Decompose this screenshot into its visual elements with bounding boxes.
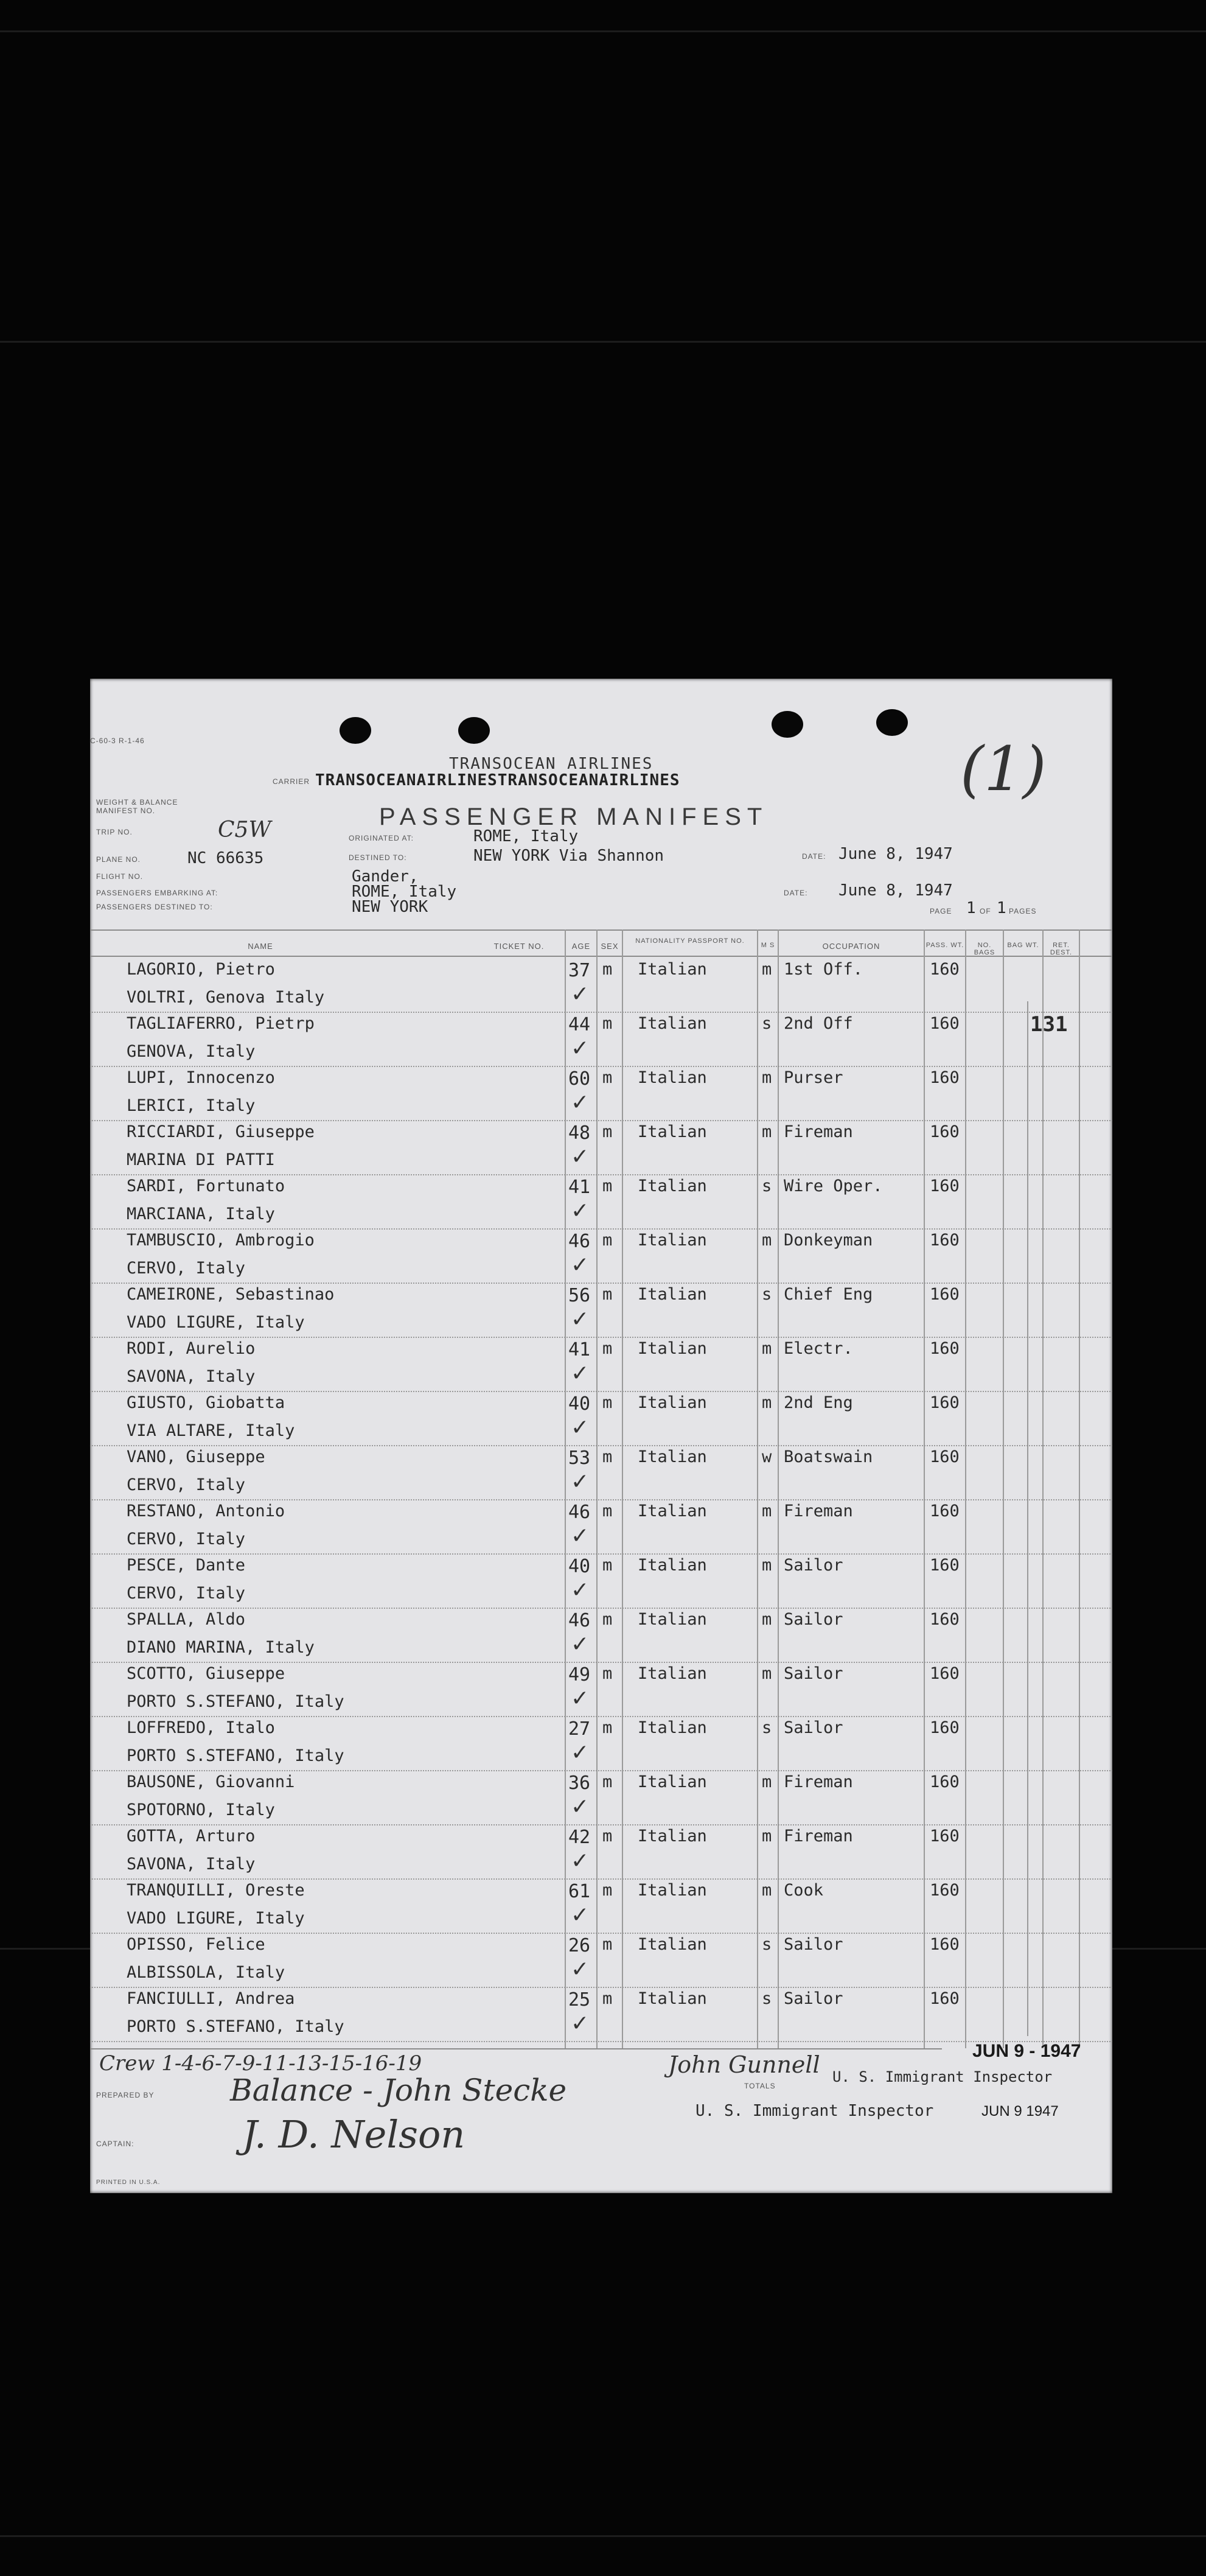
home-address: MARINA DI PATTI [127,1150,275,1169]
sex: m [602,1393,613,1412]
date-stamp-2: JUN 9 1947 [981,2103,1059,2119]
originated-at: ROME, Italy [473,827,579,845]
table-bottom-rule [90,2048,942,2049]
nationality: Italian [638,1393,707,1412]
table-row [90,1663,1112,1717]
passenger-weight: 160 [930,1935,960,1954]
age: 26 [568,1935,591,1956]
passenger-name: RESTANO, Antonio [127,1502,285,1521]
home-address: MARCIANA, Italy [127,1205,275,1223]
sex: m [602,1231,613,1250]
occupation: Sailor [784,1556,843,1575]
occupation: Fireman [784,1502,853,1521]
table-row [90,1825,1112,1880]
date2-value: June 8, 1947 [838,881,953,900]
nationality: Italian [638,1556,707,1575]
table-row [90,1988,1112,2042]
marital-status: w [762,1447,772,1466]
nationality: Italian [638,1339,707,1358]
check-mark: ✓ [571,1307,590,1332]
marital-status: m [762,1610,772,1629]
marital-status: m [762,1502,772,1521]
marital-status: s [762,1989,772,2008]
row-rule [90,2041,1112,2042]
col-ret-dest: RET. DEST. [1050,942,1073,956]
col-nationality: NATIONALITY PASSPORT NO. [635,937,745,945]
col-marital: M S [761,942,775,949]
age: 42 [568,1827,591,1848]
passenger-name: SPALLA, Aldo [127,1610,246,1629]
passenger-name: VANO, Giuseppe [127,1447,265,1466]
passenger-name: SCOTTO, Giuseppe [127,1664,285,1683]
table-row [90,1338,1112,1392]
passenger-weight: 160 [930,1827,960,1846]
check-mark: ✓ [571,1686,590,1711]
page-number: 1 [966,899,976,917]
occupation: Chief Eng [784,1285,873,1304]
sex: m [602,1718,613,1737]
passenger-count-note: 131 [1030,1012,1068,1037]
passenger-name: RODI, Aurelio [127,1339,256,1358]
destined-passengers: NEW YORK [352,898,428,916]
scan-line [0,30,1206,32]
occupation: Cook [784,1881,824,1900]
table-row [90,1880,1112,1934]
home-address: VADO LIGURE, Italy [127,1313,305,1332]
col-age: AGE [571,942,591,951]
sex: m [602,1610,613,1629]
plane-label: PLANE NO. [96,855,141,864]
passenger-weight: 160 [930,1285,960,1304]
passenger-name: GOTTA, Arturo [127,1827,256,1846]
sex: m [602,1122,613,1141]
sex: m [602,1502,613,1521]
carrier-name: TRANSOCEAN AIRLINES [449,755,654,773]
age: 25 [568,1989,591,2011]
occupation: 2nd Off [784,1014,853,1033]
passenger-weight: 160 [930,1231,960,1250]
occupation: 1st Off. [784,960,863,979]
check-mark: ✓ [571,1578,590,1603]
destined-label: DESTINED TO: [349,853,407,862]
table-row [90,1934,1112,1988]
sex: m [602,1068,613,1087]
age: 46 [568,1231,591,1252]
passenger-weight: 160 [930,1718,960,1737]
date2-label: DATE: [784,889,808,897]
home-address: PORTO S.STEFANO, Italy [127,2017,344,2036]
passenger-weight: 160 [930,1014,960,1033]
marital-status: m [762,1881,772,1900]
passenger-weight: 160 [930,1773,960,1791]
passenger-name: TRANQUILLI, Oreste [127,1881,305,1900]
flight-label: FLIGHT NO. [96,872,144,881]
carrier-overstrike: TRANSOCEANAIRLINESTRANSOCEANAIRLINES [315,771,680,789]
age: 60 [568,1068,591,1090]
check-mark: ✓ [571,1036,590,1061]
passenger-weight: 160 [930,1881,960,1900]
age: 46 [568,1610,591,1631]
check-mark: ✓ [571,1469,590,1494]
marital-status: s [762,1935,772,1954]
home-address: GENOVA, Italy [127,1042,256,1061]
table-header-rule [90,956,1112,957]
age: 40 [568,1556,591,1577]
passenger-name: LUPI, Innocenzo [127,1068,275,1087]
passenger-name: GIUSTO, Giobatta [127,1393,285,1412]
occupation: Sailor [784,1610,843,1629]
nationality: Italian [638,1610,707,1629]
sex: m [602,960,613,979]
passenger-weight: 160 [930,1989,960,2008]
col-pass-wt: PASS. WT. [925,942,964,949]
home-address: SAVONA, Italy [127,1855,256,1874]
age: 37 [568,960,591,981]
col-name: NAME [248,942,273,951]
check-mark: ✓ [571,1524,590,1549]
sex: m [602,1177,613,1195]
occupation: Electr. [784,1339,853,1358]
table-row [90,1230,1112,1284]
table-row [90,1175,1112,1230]
nationality: Italian [638,1989,707,2008]
passenger-weight: 160 [930,1393,960,1412]
check-mark: ✓ [571,1415,590,1440]
destined-passengers-label: PASSENGERS DESTINED TO: [96,903,213,911]
punch-hole [876,709,908,736]
table-row [90,1717,1112,1771]
marital-status: s [762,1014,772,1033]
nationality: Italian [638,960,707,979]
passenger-name: RICCIARDI, Giuseppe [127,1122,315,1141]
table-row [90,1500,1112,1555]
scan-line [0,2535,1206,2537]
passenger-name: SARDI, Fortunato [127,1177,285,1195]
nationality: Italian [638,1068,707,1087]
marital-status: m [762,1068,772,1087]
table-row [90,1284,1112,1338]
date-value: June 8, 1947 [838,845,953,863]
prepared-by-label: PREPARED BY [96,2091,155,2099]
sex: m [602,1339,613,1358]
marital-status: s [762,1177,772,1195]
nationality: Italian [638,1177,707,1195]
col-ticket: TICKET NO. [493,942,545,951]
occupation: 2nd Eng [784,1393,853,1412]
home-address: ALBISSOLA, Italy [127,1963,285,1982]
marital-status: m [762,1773,772,1791]
sex: m [602,1664,613,1683]
date-stamp: JUN 9 - 1947 [972,2041,1081,2061]
sex: m [602,1935,613,1954]
passenger-name: LOFFREDO, Italo [127,1718,275,1737]
col-occupation: OCCUPATION [822,942,880,951]
prepared-by-signature: Balance - John Stecke [230,2073,567,2108]
inspector-title-2: U. S. Immigrant Inspector [695,2102,934,2120]
scan-line [0,341,1206,343]
form-number: C-60-3 R-1-46 [90,737,145,745]
captain-signature: J. D. Nelson [242,2112,465,2157]
passenger-weight: 160 [930,1502,960,1521]
passenger-weight: 160 [930,1447,960,1466]
sex: m [602,1014,613,1033]
nationality: Italian [638,1827,707,1846]
punch-hole [340,717,371,744]
age: 41 [568,1177,591,1198]
check-mark: ✓ [571,982,590,1007]
occupation: Wire Oper. [784,1177,883,1195]
marital-status: m [762,1556,772,1575]
nationality: Italian [638,1014,707,1033]
marital-status: m [762,1827,772,1846]
pages-total: 1 [997,899,1006,917]
nationality: Italian [638,1935,707,1954]
sex: m [602,1447,613,1466]
passenger-weight: 160 [930,960,960,979]
marital-status: s [762,1718,772,1737]
carrier-label: CARRIER [273,777,310,786]
age: 27 [568,1718,591,1740]
check-mark: ✓ [571,1794,590,1819]
nationality: Italian [638,1122,707,1141]
date-label: DATE: [802,852,826,861]
passenger-weight: 160 [930,1556,960,1575]
age: 56 [568,1285,591,1306]
crew-numbers: Crew 1-4-6-7-9-11-13-15-16-19 [99,2051,422,2076]
age: 48 [568,1122,591,1144]
nationality: Italian [638,1231,707,1250]
check-mark: ✓ [571,2011,590,2036]
home-address: PORTO S.STEFANO, Italy [127,1746,344,1765]
marital-status: m [762,960,772,979]
sex: m [602,1989,613,2008]
table-row [90,1771,1112,1825]
marital-status: m [762,1393,772,1412]
passenger-name: LAGORIO, Pietro [127,960,275,979]
destined-to: NEW YORK Via Shannon [473,847,664,865]
check-mark: ✓ [571,1740,590,1765]
age: 49 [568,1664,591,1685]
check-mark: ✓ [571,1144,590,1169]
occupation: Fireman [784,1773,853,1791]
check-mark: ✓ [571,1253,590,1278]
marital-status: m [762,1122,772,1141]
home-address: CERVO, Italy [127,1259,246,1278]
occupation: Purser [784,1068,843,1087]
nationality: Italian [638,1447,707,1466]
age: 53 [568,1447,591,1469]
home-address: CERVO, Italy [127,1475,246,1494]
home-address: CERVO, Italy [127,1530,246,1549]
inspector-title-1: U. S. Immigrant Inspector [832,2068,1053,2085]
passenger-weight: 160 [930,1177,960,1195]
col-bag-wt: BAG WT. [1007,942,1039,949]
of-label: OF [980,907,991,915]
sex: m [602,1881,613,1900]
inspector-signature: John Gunnell [668,2051,820,2078]
page-label: PAGE [930,907,952,915]
table-row [90,1013,1112,1067]
plane-number: NC 66635 [187,849,264,867]
page-title: PASSENGER MANIFEST [379,803,769,830]
occupation: Boatswain [784,1447,873,1466]
pages-label: PAGES [1009,907,1037,915]
nationality: Italian [638,1502,707,1521]
occupation: Donkeyman [784,1231,873,1250]
home-address: VADO LIGURE, Italy [127,1909,305,1928]
home-address: SPOTORNO, Italy [127,1801,275,1819]
table-row [90,1609,1112,1663]
sex: m [602,1285,613,1304]
corner-mark: (1) [960,733,1047,805]
check-mark: ✓ [571,1849,590,1874]
marital-status: m [762,1339,772,1358]
nationality: Italian [638,1881,707,1900]
passenger-weight: 160 [930,1339,960,1358]
passenger-name: BAUSONE, Giovanni [127,1773,295,1791]
home-address: LERICI, Italy [127,1096,256,1115]
table-row [90,1067,1112,1121]
home-address: VOLTRI, Genova Italy [127,988,325,1007]
occupation: Sailor [784,1989,843,2008]
passenger-weight: 160 [930,1664,960,1683]
age: 61 [568,1881,591,1902]
home-address: VIA ALTARE, Italy [127,1421,295,1440]
passenger-name: PESCE, Dante [127,1556,246,1575]
nationality: Italian [638,1285,707,1304]
table-top-rule [90,929,1112,931]
age: 40 [568,1393,591,1415]
table-row [90,959,1112,1013]
passenger-name: TAMBUSCIO, Ambrogio [127,1231,315,1250]
age: 36 [568,1773,591,1794]
home-address: PORTO S.STEFANO, Italy [127,1692,344,1711]
manifest-sheet [90,679,1112,2193]
occupation: Sailor [784,1664,843,1683]
nationality: Italian [638,1718,707,1737]
check-mark: ✓ [571,1090,590,1115]
occupation: Fireman [784,1122,853,1141]
home-address: DIANO MARINA, Italy [127,1638,315,1657]
embarking-at: ROME, Italy [352,883,457,901]
table-row [90,1121,1112,1175]
passenger-weight: 160 [930,1068,960,1087]
home-address: SAVONA, Italy [127,1367,256,1386]
home-address: CERVO, Italy [127,1584,246,1603]
occupation: Sailor [784,1718,843,1737]
passenger-name: TAGLIAFERRO, Pietrp [127,1014,315,1033]
age: 46 [568,1502,591,1523]
table-row [90,1446,1112,1500]
check-mark: ✓ [571,1903,590,1928]
check-mark: ✓ [571,1361,590,1386]
passenger-weight: 160 [930,1610,960,1629]
sex: m [602,1827,613,1846]
embarking-label: PASSENGERS EMBARKING AT: [96,889,218,897]
originated-label: ORIGINATED AT: [349,834,414,842]
check-mark: ✓ [571,1199,590,1223]
passenger-name: OPISSO, Felice [127,1935,265,1954]
marital-status: m [762,1231,772,1250]
col-no-bags: NO. BAGS [974,942,995,956]
totals-label: TOTALS [744,2082,776,2090]
wb-label: WEIGHT & BALANCE MANIFEST NO. [96,798,178,815]
trip-label: TRIP NO. [96,828,133,836]
check-mark: ✓ [571,1632,590,1657]
destined-to-cont: Gander, [352,867,419,886]
punch-hole [772,711,803,738]
marital-status: s [762,1285,772,1304]
occupation: Fireman [784,1827,853,1846]
age: 44 [568,1014,591,1035]
marital-status: m [762,1664,772,1683]
nationality: Italian [638,1664,707,1683]
passenger-weight: 160 [930,1122,960,1141]
occupation: Sailor [784,1935,843,1954]
punch-hole [458,717,490,744]
age: 41 [568,1339,591,1360]
check-mark: ✓ [571,1957,590,1982]
passenger-name: CAMEIRONE, Sebastinao [127,1285,335,1304]
margin-stroke [1027,1001,1028,2036]
sex: m [602,1556,613,1575]
printed-in: PRINTED IN U.S.A. [96,2179,161,2186]
table-row [90,1392,1112,1446]
table-row [90,1555,1112,1609]
nationality: Italian [638,1773,707,1791]
sex: m [602,1773,613,1791]
trip-number: C5W [218,817,271,842]
col-sex: SEX [601,942,619,951]
captain-label: CAPTAIN: [96,2140,134,2148]
passenger-name: FANCIULLI, Andrea [127,1989,295,2008]
